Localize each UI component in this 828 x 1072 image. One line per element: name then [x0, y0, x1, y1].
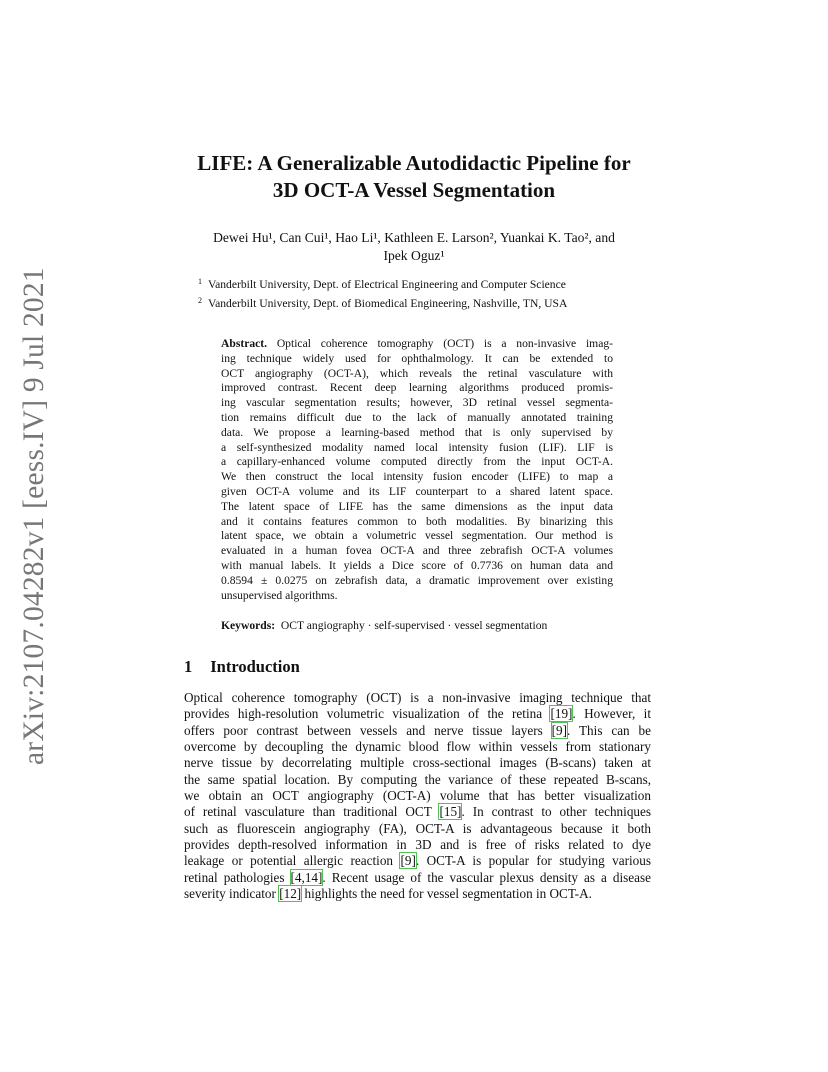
body-text-run: . This can be: [567, 722, 651, 738]
abstract-label: Abstract.: [221, 337, 268, 350]
body-line: [184, 804, 651, 820]
citation-link[interactable]: [19]: [550, 706, 573, 722]
body-text-run: . However, it: [572, 706, 651, 722]
abstract-line: latent space, we obtain a volumetric vessel segmentation. Our method is: [221, 529, 613, 543]
body-text-run: the same spatial location. By computing the variance of these repeated B-scans,: [184, 771, 651, 787]
abstract-line: improved contrast. Recent deep learning algorithms produced promis-: [221, 381, 613, 395]
keywords-label: Keywords:: [221, 619, 276, 632]
body-line: [184, 821, 651, 837]
abstract-line: ing vascular segmentation results; however, 3D retinal vessel segmenta-: [221, 396, 613, 410]
body-text-run: highlights the need for vessel segmentation in OCT-A.: [301, 886, 592, 902]
body-line: [184, 772, 651, 788]
affiliation-number: 2: [198, 295, 202, 305]
body-text-run: we obtain an OCT angiography (OCT-A) volume that has better visualization: [184, 788, 651, 804]
affiliation-1: [198, 274, 567, 293]
body-line: [184, 886, 651, 902]
section-number: 1: [184, 657, 193, 676]
body-line: [184, 723, 651, 739]
introduction-paragraph: [184, 690, 651, 902]
abstract-line: We then construct the local intensity fusion encoder (LIFE) to map a: [221, 470, 613, 484]
body-text-run: . OCT-A is popular for studying various: [415, 853, 651, 869]
title-line: 3D OCT-A Vessel Segmentation: [272, 178, 556, 202]
body-text-run: nerve tissue by decorrelating multiple cross-sectional images (B-scans) taken at: [184, 755, 651, 771]
section-heading-introduction: [184, 657, 300, 677]
abstract-line: OCT angiography (OCT-A), which reveals the retinal vasculature with: [221, 366, 613, 380]
affiliations: [198, 274, 567, 311]
body-line: [184, 837, 651, 853]
paper-title: [120, 150, 708, 204]
keywords: [221, 619, 547, 632]
body-line: [184, 706, 651, 722]
abstract-line: ing technique widely used for ophthalmology. It can be extended to: [221, 351, 613, 365]
abstract-line: data. We propose a learning-based method that is only supervised by: [221, 425, 613, 439]
section-title: Introduction: [210, 657, 300, 676]
body-text-run: provides high-resolution volumetric visualization of the retina: [184, 706, 551, 722]
abstract-line: unsupervised algorithms.: [221, 588, 338, 602]
body-text-run: . In contrast to other techniques: [461, 804, 651, 820]
arxiv-identifier: arXiv:2107.04282v1 [eess.IV] 9 Jul 2021: [18, 267, 50, 765]
abstract-line: [221, 337, 613, 352]
citation-link[interactable]: [12]: [279, 886, 302, 902]
abstract-line: 0.8594 ± 0.0275 on zebrafish data, a dramatic improvement over existing: [221, 573, 613, 587]
affiliation-2: [198, 293, 567, 312]
citation-link[interactable]: [9]: [551, 722, 568, 738]
author-line: Ipek Oguz¹: [383, 248, 445, 263]
body-text-run: of retinal vasculature than traditional OCT: [184, 804, 440, 820]
body-text-run: severity indicator: [184, 886, 280, 902]
body-line: [184, 788, 651, 804]
body-line: [184, 870, 651, 886]
body-line: [184, 690, 651, 706]
affiliation-number: 1: [198, 277, 202, 286]
body-text-run: retinal pathologies: [184, 869, 291, 885]
body-line: [184, 755, 651, 771]
abstract-line: and it contains features common to both modalities. By binarizing this: [221, 514, 613, 528]
citation-link[interactable]: [4,14]: [290, 869, 323, 885]
abstract-line: The latent space of LIFE has the same dimensions as the input data: [221, 499, 613, 513]
body-text-run: offers poor contrast between vessels and nerve tissue layers: [184, 722, 552, 738]
author-list: [150, 229, 678, 265]
affiliation-text: Vanderbilt University, Dept. of Biomedical Engineering, Nashville, TN, USA: [208, 296, 568, 310]
body-text-run: provides depth-resolved information in 3D and is free of risks related to dye: [184, 837, 651, 853]
author-line: Dewei Hu¹, Can Cui¹, Hao Li¹, Kathleen E. Larson², Yuankai K. Tao², and: [213, 230, 615, 245]
citation-link[interactable]: [15]: [439, 804, 462, 820]
body-text-run: leakage or potential allergic reaction: [184, 853, 401, 869]
abstract-line: a capillary-enhanced volume computed directly from the input OCT-A.: [221, 455, 613, 469]
abstract-line: with manual labels. It yields a Dice score of 0.7736 on human data and: [221, 558, 613, 572]
citation-link[interactable]: [9]: [400, 853, 416, 869]
body-text-run: Optical coherence tomography (OCT) is a non-invasive imaging technique that: [184, 690, 651, 705]
title-line: LIFE: A Generalizable Autodidactic Pipeline for: [197, 151, 631, 175]
abstract-line: a self-synthesized modality named local intensity fusion (LIF). LIF is: [221, 440, 613, 454]
body-text-run: overcome by decoupling the dynamic blood flow within vessels from stationary: [184, 739, 651, 755]
abstract-line: tion remains difficult due to the lack of manually annotated training: [221, 410, 613, 424]
body-line: [184, 739, 651, 755]
body-text-run: such as fluorescein angiography (FA), OCT-A is advantageous because it both: [184, 820, 651, 836]
affiliation-text: Vanderbilt University, Dept. of Electrical Engineering and Computer Science: [208, 278, 566, 291]
abstract-line: given OCT-A volume and its LIF counterpart to a shared latent space.: [221, 484, 613, 498]
abstract-first-line: Optical coherence tomography (OCT) is a non-invasive imag-: [276, 337, 613, 350]
body-line: [184, 853, 651, 869]
abstract-line: evaluated in a human fovea OCT-A and three zebrafish OCT-A volumes: [221, 544, 613, 558]
body-text-run: . Recent usage of the vascular plexus density as a disease: [322, 869, 652, 885]
abstract: [221, 337, 613, 603]
keywords-text: OCT angiography · self-supervised · vessel segmentation: [280, 619, 548, 632]
